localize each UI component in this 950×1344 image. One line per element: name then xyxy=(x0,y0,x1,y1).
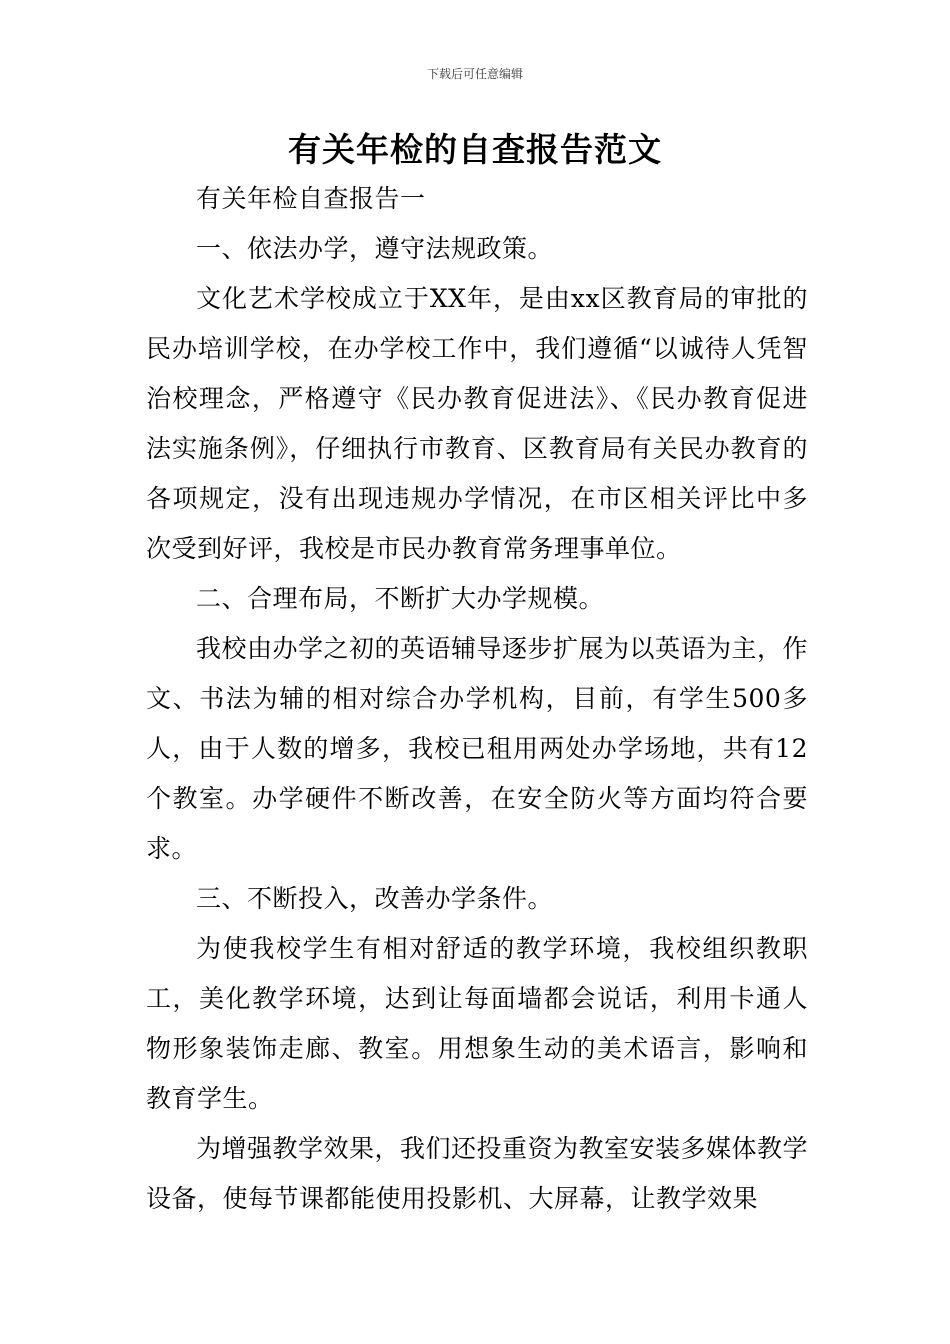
document-body xyxy=(146,174,808,1224)
section-heading: 有关年检自查报告一 xyxy=(196,184,426,213)
body-paragraph: 我校由办学之初的英语辅导逐步扩展为以英语为主，作文、书法为辅的相对综合办学机构，目前，有学生500多人，由于人数的增多，我校已租用两处办学场地，共有12个教室。办学硬件不断改善，在安全防火等方面均符合要求。 xyxy=(146,634,809,863)
section-heading: 二、合理布局，不断扩大办学规模。 xyxy=(196,584,605,613)
document-title: 有关年检的自查报告范文 xyxy=(288,130,662,169)
body-paragraph: 为增强教学效果，我们还投重资为教室安装多媒体教学设备，使每节课都能使用投影机、大屏幕，让教学效果 xyxy=(146,1134,809,1213)
section-heading: 三、不断投入，改善办学条件。 xyxy=(196,884,554,913)
body-paragraph: 文化艺术学校成立于XX年，是由xx区教育局的审批的民办培训学校，在办学校工作中，我们遵循“以诚待人凭智治校理念，严格遵守《民办教育促进法》、《民办教育促进法实施条例》，仔细执行市教育、区教育局有关民办教育的各项规定，没有出现违规办学情况，在市区相关评比中多次受到好评，我校是市民办教育常务理事单位。 xyxy=(146,284,808,563)
body-paragraph: 为使我校学生有相对舒适的教学环境，我校组织教职工，美化教学环境，达到让每面墙都会说话，利用卡通人物形象装饰走廊、教室。用想象生动的美术语言，影响和教育学生。 xyxy=(146,934,808,1113)
header-note: 下载后可任意编辑 xyxy=(426,67,523,81)
section-heading: 一、依法办学，遵守法规政策。 xyxy=(196,234,554,263)
